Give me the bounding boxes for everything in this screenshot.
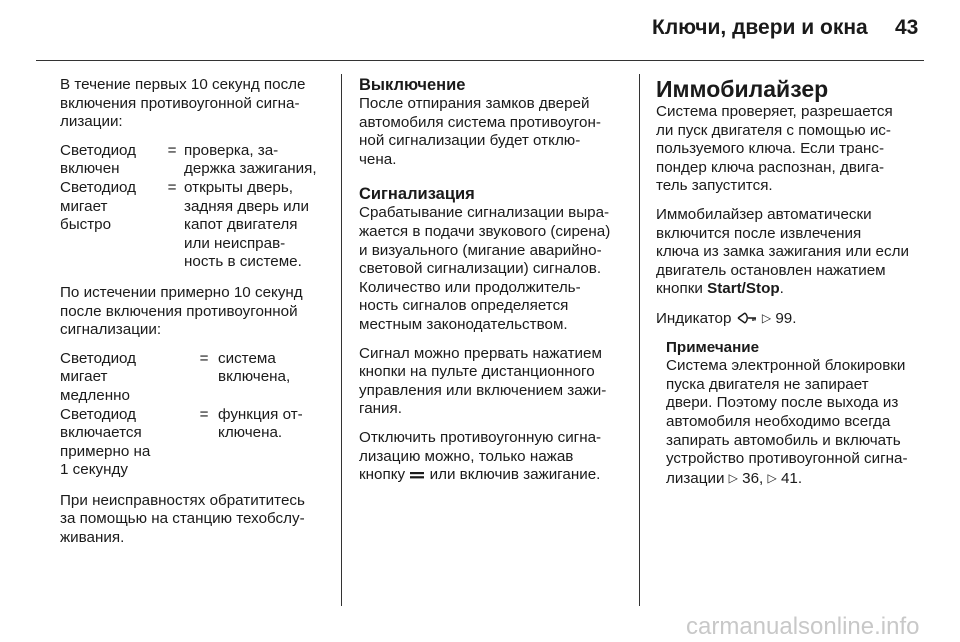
watermark: carmanualsonline.info — [686, 613, 920, 640]
reference-arrow-icon: ▷ — [767, 470, 777, 485]
note-box: Примечание Система электронной блокировки пуска двигателя не запирает двери. Поэтому после выхода из автомобиля необходимо всегда запирать автомобиль и включать устройство противоугонной сигна- лизации ▷ 36, ▷ 41. — [656, 339, 926, 489]
page-header-title: Ключи, двери и окна — [652, 16, 868, 39]
deactivation-paragraph: После отпирания замков дверей автомобиля система противоугон- ной сигнализации будет отклю- чена. — [359, 95, 601, 168]
middle-column — [359, 76, 629, 495]
immobilizer-key-icon — [736, 311, 758, 325]
page-reference[interactable]: 41. — [780, 469, 803, 487]
malfunction-paragraph: При неисправностях обратититесь за помощью на станцию техобслу- живания. — [60, 491, 305, 547]
reference-arrow-icon: ▷ — [761, 310, 772, 325]
page-reference[interactable]: 36, — [742, 469, 764, 487]
start-stop-label: Start/Stop — [707, 280, 780, 298]
heading-immobilizer: Иммобилайзер — [656, 76, 829, 102]
status-table-first-10s — [60, 142, 328, 272]
page-number: 43 — [895, 16, 919, 39]
alarm-paragraph: Срабатывание сигнализации выра- жается в подачи звукового (сирена) и визуального (мигание аварийно- световой сигнализации) сигналов. Количество или продолжитель- ность сигналов определяется местным законодательством. — [359, 204, 611, 333]
left-column — [60, 76, 328, 558]
page-reference[interactable]: 99. — [775, 309, 797, 327]
lock-button-icon — [409, 469, 425, 481]
column-divider-2 — [639, 74, 640, 606]
indicator-paragraph: Индикатор ▷ 99. — [656, 309, 797, 327]
interrupt-paragraph: Сигнал можно прервать нажатием кнопки на пульте дистанционного управления или включением зажи- гания. — [359, 344, 607, 418]
immobilizer-paragraph: Система проверяет, разрешается ли пуск двигателя с помощью ис- пользуемого ключа. Если транс- пондер ключа распознан, двига- тель запустится. — [656, 103, 893, 195]
auto-activation-paragraph: Иммобилайзер автоматически включится после извлечения ключа из замка зажигания или если двигатель остановлен нажатием кнопки Start/Stop. — [656, 205, 909, 298]
heading-deactivation: Выключение — [359, 76, 466, 94]
disable-paragraph: Отключить противоугонную сигна- лизацию можно, только нажав кнопку или включив зажигание. — [359, 428, 602, 484]
after-10s-paragraph: По истечении примерно 10 секунд после включения противоугонной сигнализации: — [60, 283, 303, 339]
header-rule — [36, 60, 924, 61]
heading-alarm: Сигнализация — [359, 185, 475, 204]
status-table-after-10s — [60, 350, 328, 480]
table-row: Светодиод мигает быстро = открыты дверь, задняя дверь или капот двигателя или неисправ- ность в системе. — [60, 178, 309, 271]
reference-arrow-icon: ▷ — [728, 470, 738, 485]
table-row: Светодиод включается примерно на 1 секунду = функция от- ключена. — [60, 405, 303, 479]
note-title: Примечание — [666, 338, 760, 356]
table-row: Светодиод включен = проверка, за- держка зажигания, — [60, 141, 317, 178]
right-column — [656, 76, 926, 488]
column-divider-1 — [341, 74, 342, 606]
table-row: Светодиод мигает медленно = система включена, — [60, 349, 291, 404]
intro-paragraph: В течение первых 10 секунд после включения противоугонной сигна- лизации: — [60, 76, 306, 131]
